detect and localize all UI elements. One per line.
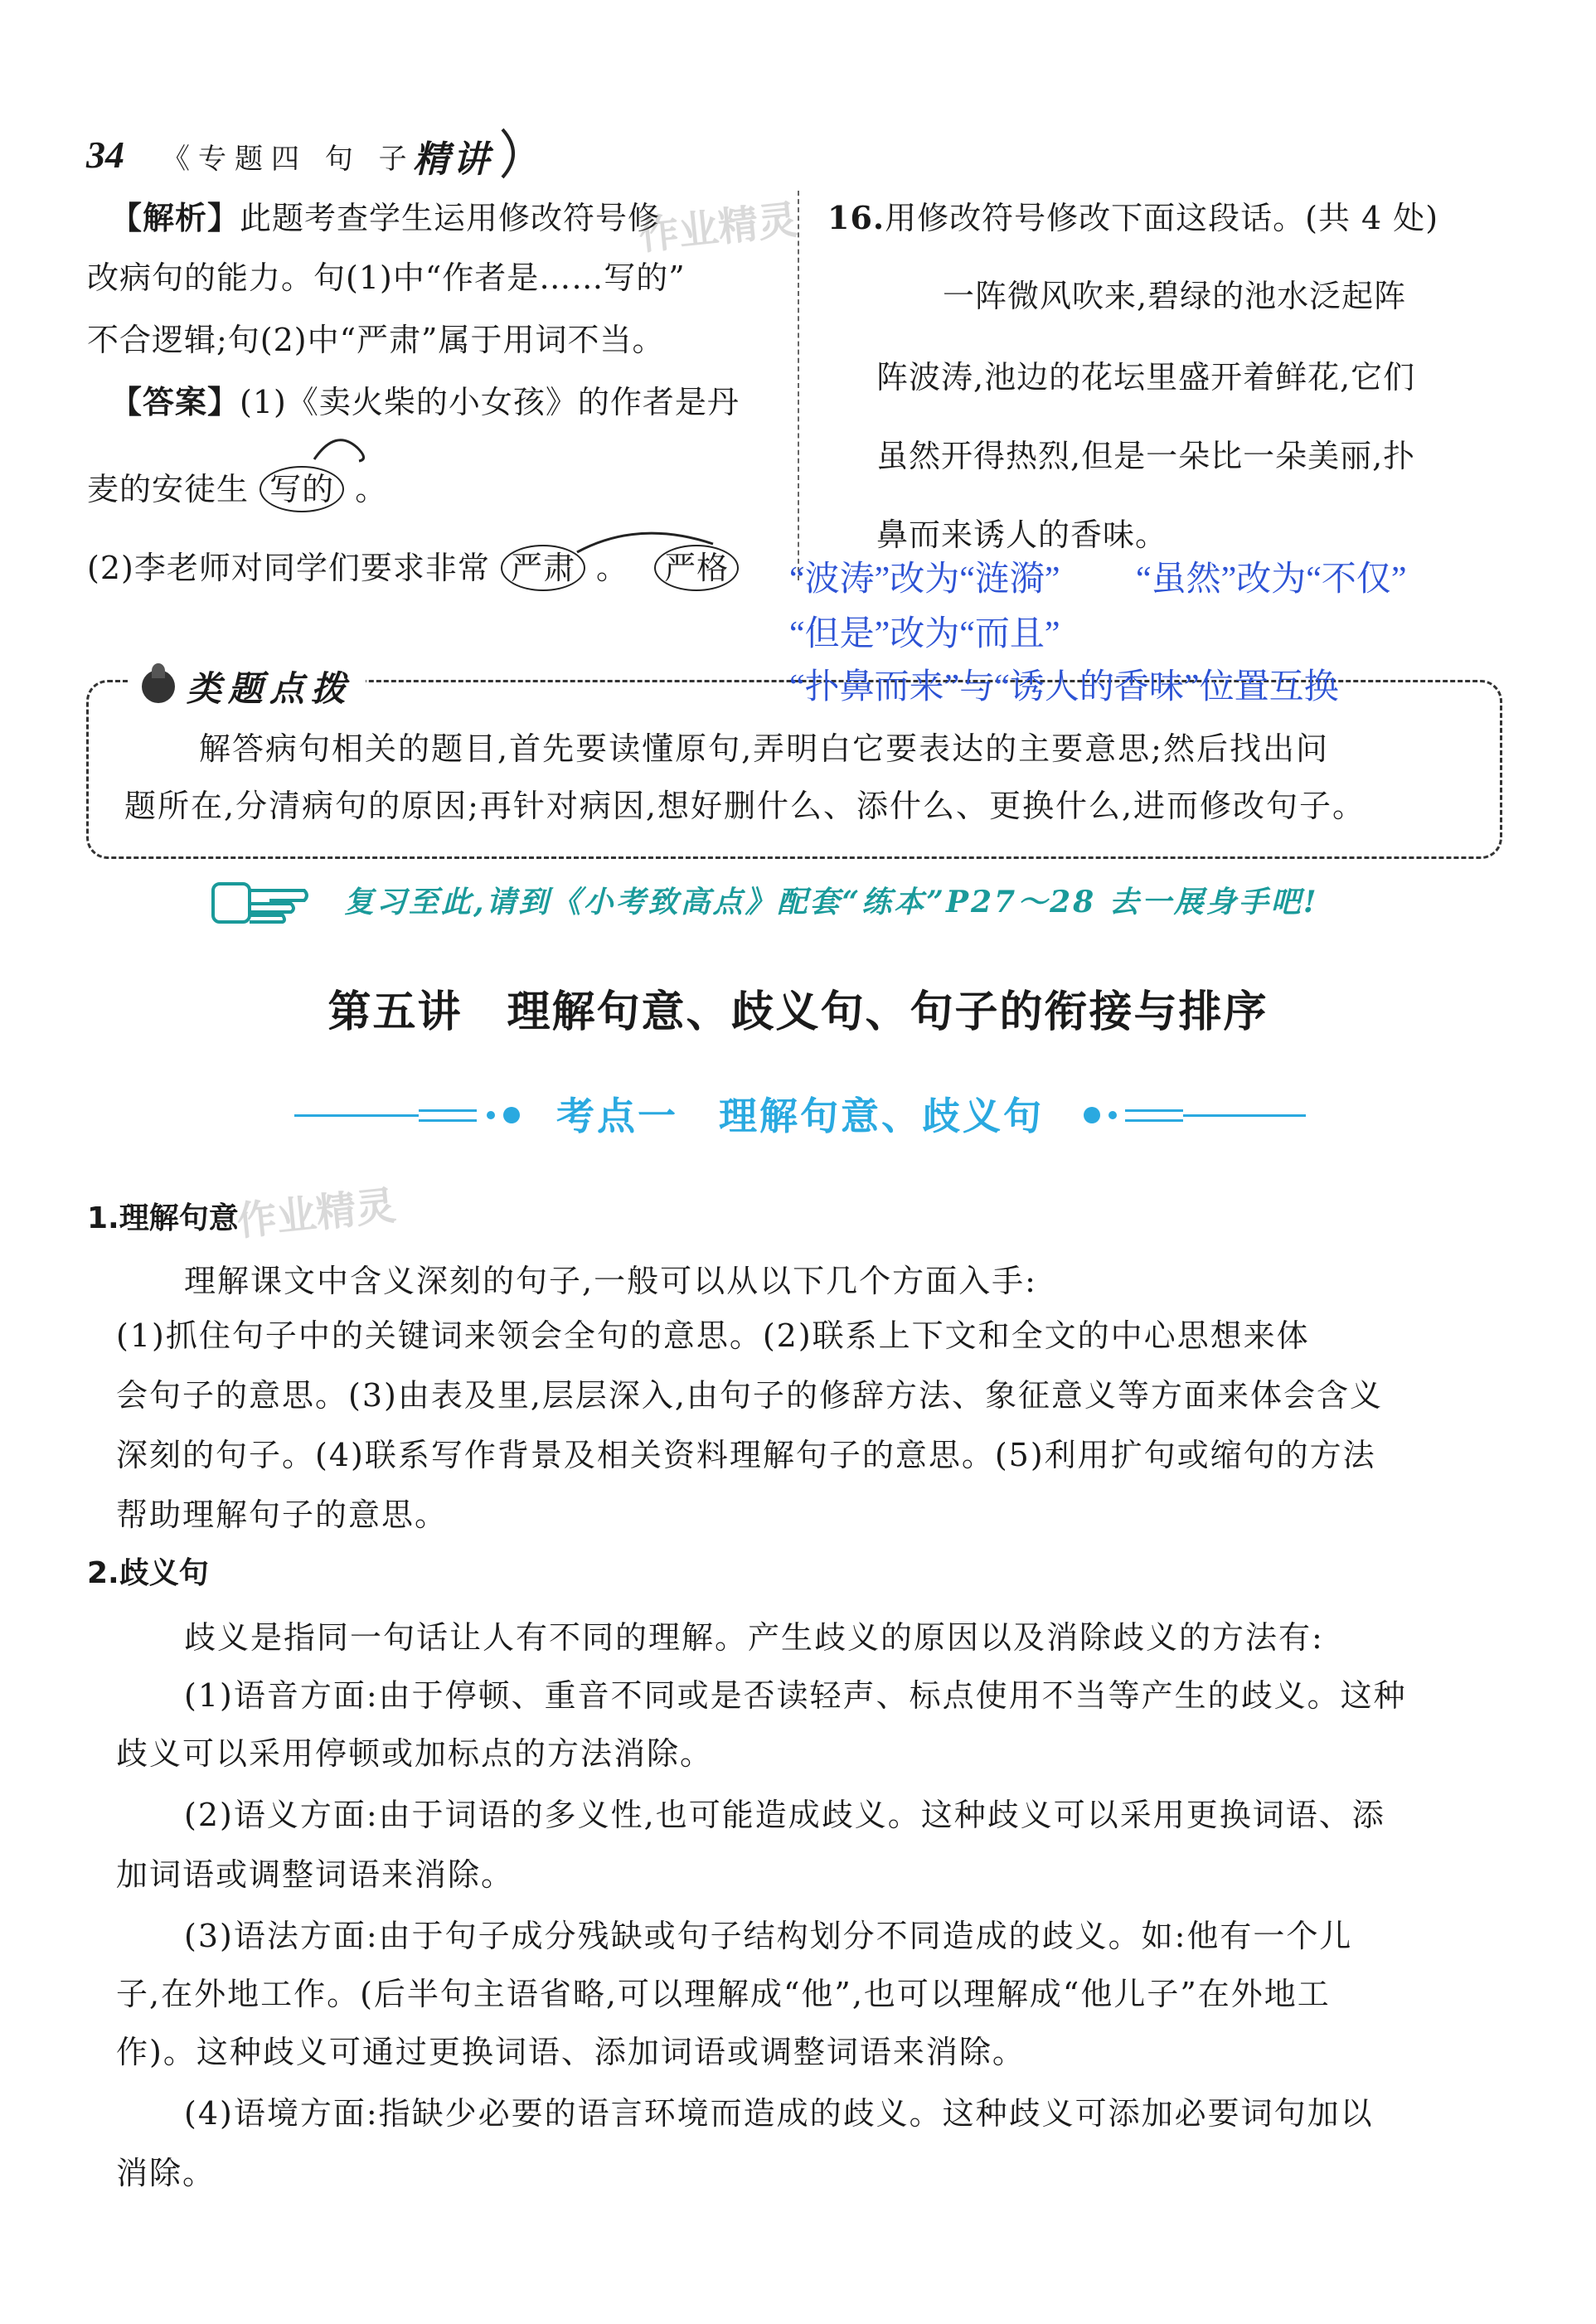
pointing-hand-icon [211,876,311,930]
deletion-mark-icon [311,431,377,464]
passage-line-3: 虽然开得热烈,但是一朵比一朵美丽,扑 [876,438,1416,474]
section-1-para-2-l1: (1)抓住句子中的关键词来领会全句的意思。(2)联系上下文和全文的中心思想来体 [116,1317,1310,1354]
section-2-para-3-l1: (2)语义方面:由于词语的多义性,也可能造成歧义。这种歧义可以采用更换词语、添 [184,1797,1385,1833]
section-2-para-5-l1: (4)语境方面:指缺少必要的语言环境而造成的歧义。这种歧义可添加必要词句加以 [184,2095,1374,2132]
answer-line-1: 【答案】(1)《卖火柴的小女孩》的作者是丹 [110,383,740,420]
handwritten-answer-3: “但是”改为“而且” [789,615,1060,653]
question-16: 16.用修改符号修改下面这段话。(共 4 处) [827,199,1439,236]
header-bracket-icon [496,124,529,182]
section-2-para-2-l1: (1)语音方面:由于停顿、重音不同或是否读轻声、标点使用不当等产生的歧义。这种 [184,1677,1407,1714]
analysis-line-1: 【解析】此题考查学生运用修改符号修 [110,199,661,236]
circled-word-xiede: 写的 [260,466,344,512]
section-1-para-2-l3: 深刻的句子。(4)联系写作背景及相关资料理解句子的意思。(5)利用扩句或缩句的方法 [116,1437,1376,1473]
circled-word-yansu: 严肃 [501,545,585,591]
handwritten-answer-4: “扑鼻而来”与“诱人的香味”位置互换 [789,668,1339,706]
column-divider [798,191,799,580]
section-2-para-4-l1: (3)语法方面:由于句子成分残缺或句子结构划分不同造成的歧义。如:他有一个儿 [184,1918,1353,1954]
section-2-para-4-l2: 子,在外地工作。(后半句主语省略,可以理解成“他”,也可以理解成“他儿子”在外地工 [116,1976,1331,2012]
section-2-heading: 2.歧义句 [87,1556,209,1590]
handwritten-answer-1: “波涛”改为“涟漪” [789,560,1060,599]
lecture-title: 第五讲 理解句意、歧义句、句子的衔接与排序 [327,987,1269,1037]
replace-arrow-icon [572,524,721,557]
answer-line-3: (2)李老师对同学们要求非常 严肃 。 严格 [87,539,739,597]
header-chapter-label: 《专题四 句 子 [162,143,415,176]
header-brand: 精讲 [413,138,492,181]
kaodian-banner [294,1086,1306,1144]
seedling-icon [142,670,175,703]
kaodian-title: 考点一 理解句意、歧义句 [556,1094,1044,1138]
section-2-para-1: 歧义是指同一句话让人有不同的理解。产生歧义的原因以及消除歧义的方法有: [184,1619,1324,1656]
review-reminder: 复习至此,请到《小考致高点》配套“练本”P27～28 去一展身手吧! [344,885,1319,919]
tip-line-2: 题所在,分清病句的原因;再针对病因,想好删什么、添什么、更换什么,进而修改句子。 [124,788,1366,824]
section-1-heading: 1.理解句意 [87,1201,239,1235]
tip-line-1: 解答病句相关的题目,首先要读懂原句,弄明白它要表达的主要意思;然后找出问 [199,730,1329,767]
page-number: 34 [86,133,124,176]
section-2-para-3-l2: 加词语或调整词语来消除。 [116,1856,515,1893]
analysis-line-2: 改病句的能力。句(1)中“作者是……写的” [87,260,686,296]
watermark: 作业精灵 [637,196,800,260]
section-1-para-1: 理解课文中含义深刻的句子,一般可以从以下几个方面入手: [184,1263,1037,1299]
passage-line-4: 鼻而来诱人的香味。 [876,517,1168,553]
replacement-word-yange: 严格 [654,545,739,591]
handwritten-answer-2: “虽然”改为“不仅” [1136,560,1407,599]
analysis-line-3: 不合逻辑;句(2)中“严肃”属于用词不当。 [87,322,665,358]
watermark: 作业精灵 [235,1182,398,1245]
passage-line-1: 一阵微风吹来,碧绿的池水泛起阵 [943,278,1407,314]
answer-line-2: 麦的安徒生 写的 。 [87,460,387,518]
section-2-para-5-l2: 消除。 [116,2155,216,2191]
section-2-para-4-l3: 作)。这种歧义可通过更换词语、添加词语或调整词语来消除。 [116,2034,1026,2070]
passage-line-2: 阵波涛,池边的花坛里盛开着鲜花,它们 [876,359,1416,395]
section-2-para-2-l2: 歧义可以采用停顿或加标点的方法消除。 [116,1735,714,1772]
section-1-para-2-l4: 帮助理解句子的意思。 [116,1497,449,1533]
tip-title: 类题点拨 [187,668,353,709]
tip-header [129,662,366,711]
section-1-para-2-l2: 会句子的意思。(3)由表及里,层层深入,由句子的修辞方法、象征意义等方面来体会含义 [116,1377,1383,1414]
